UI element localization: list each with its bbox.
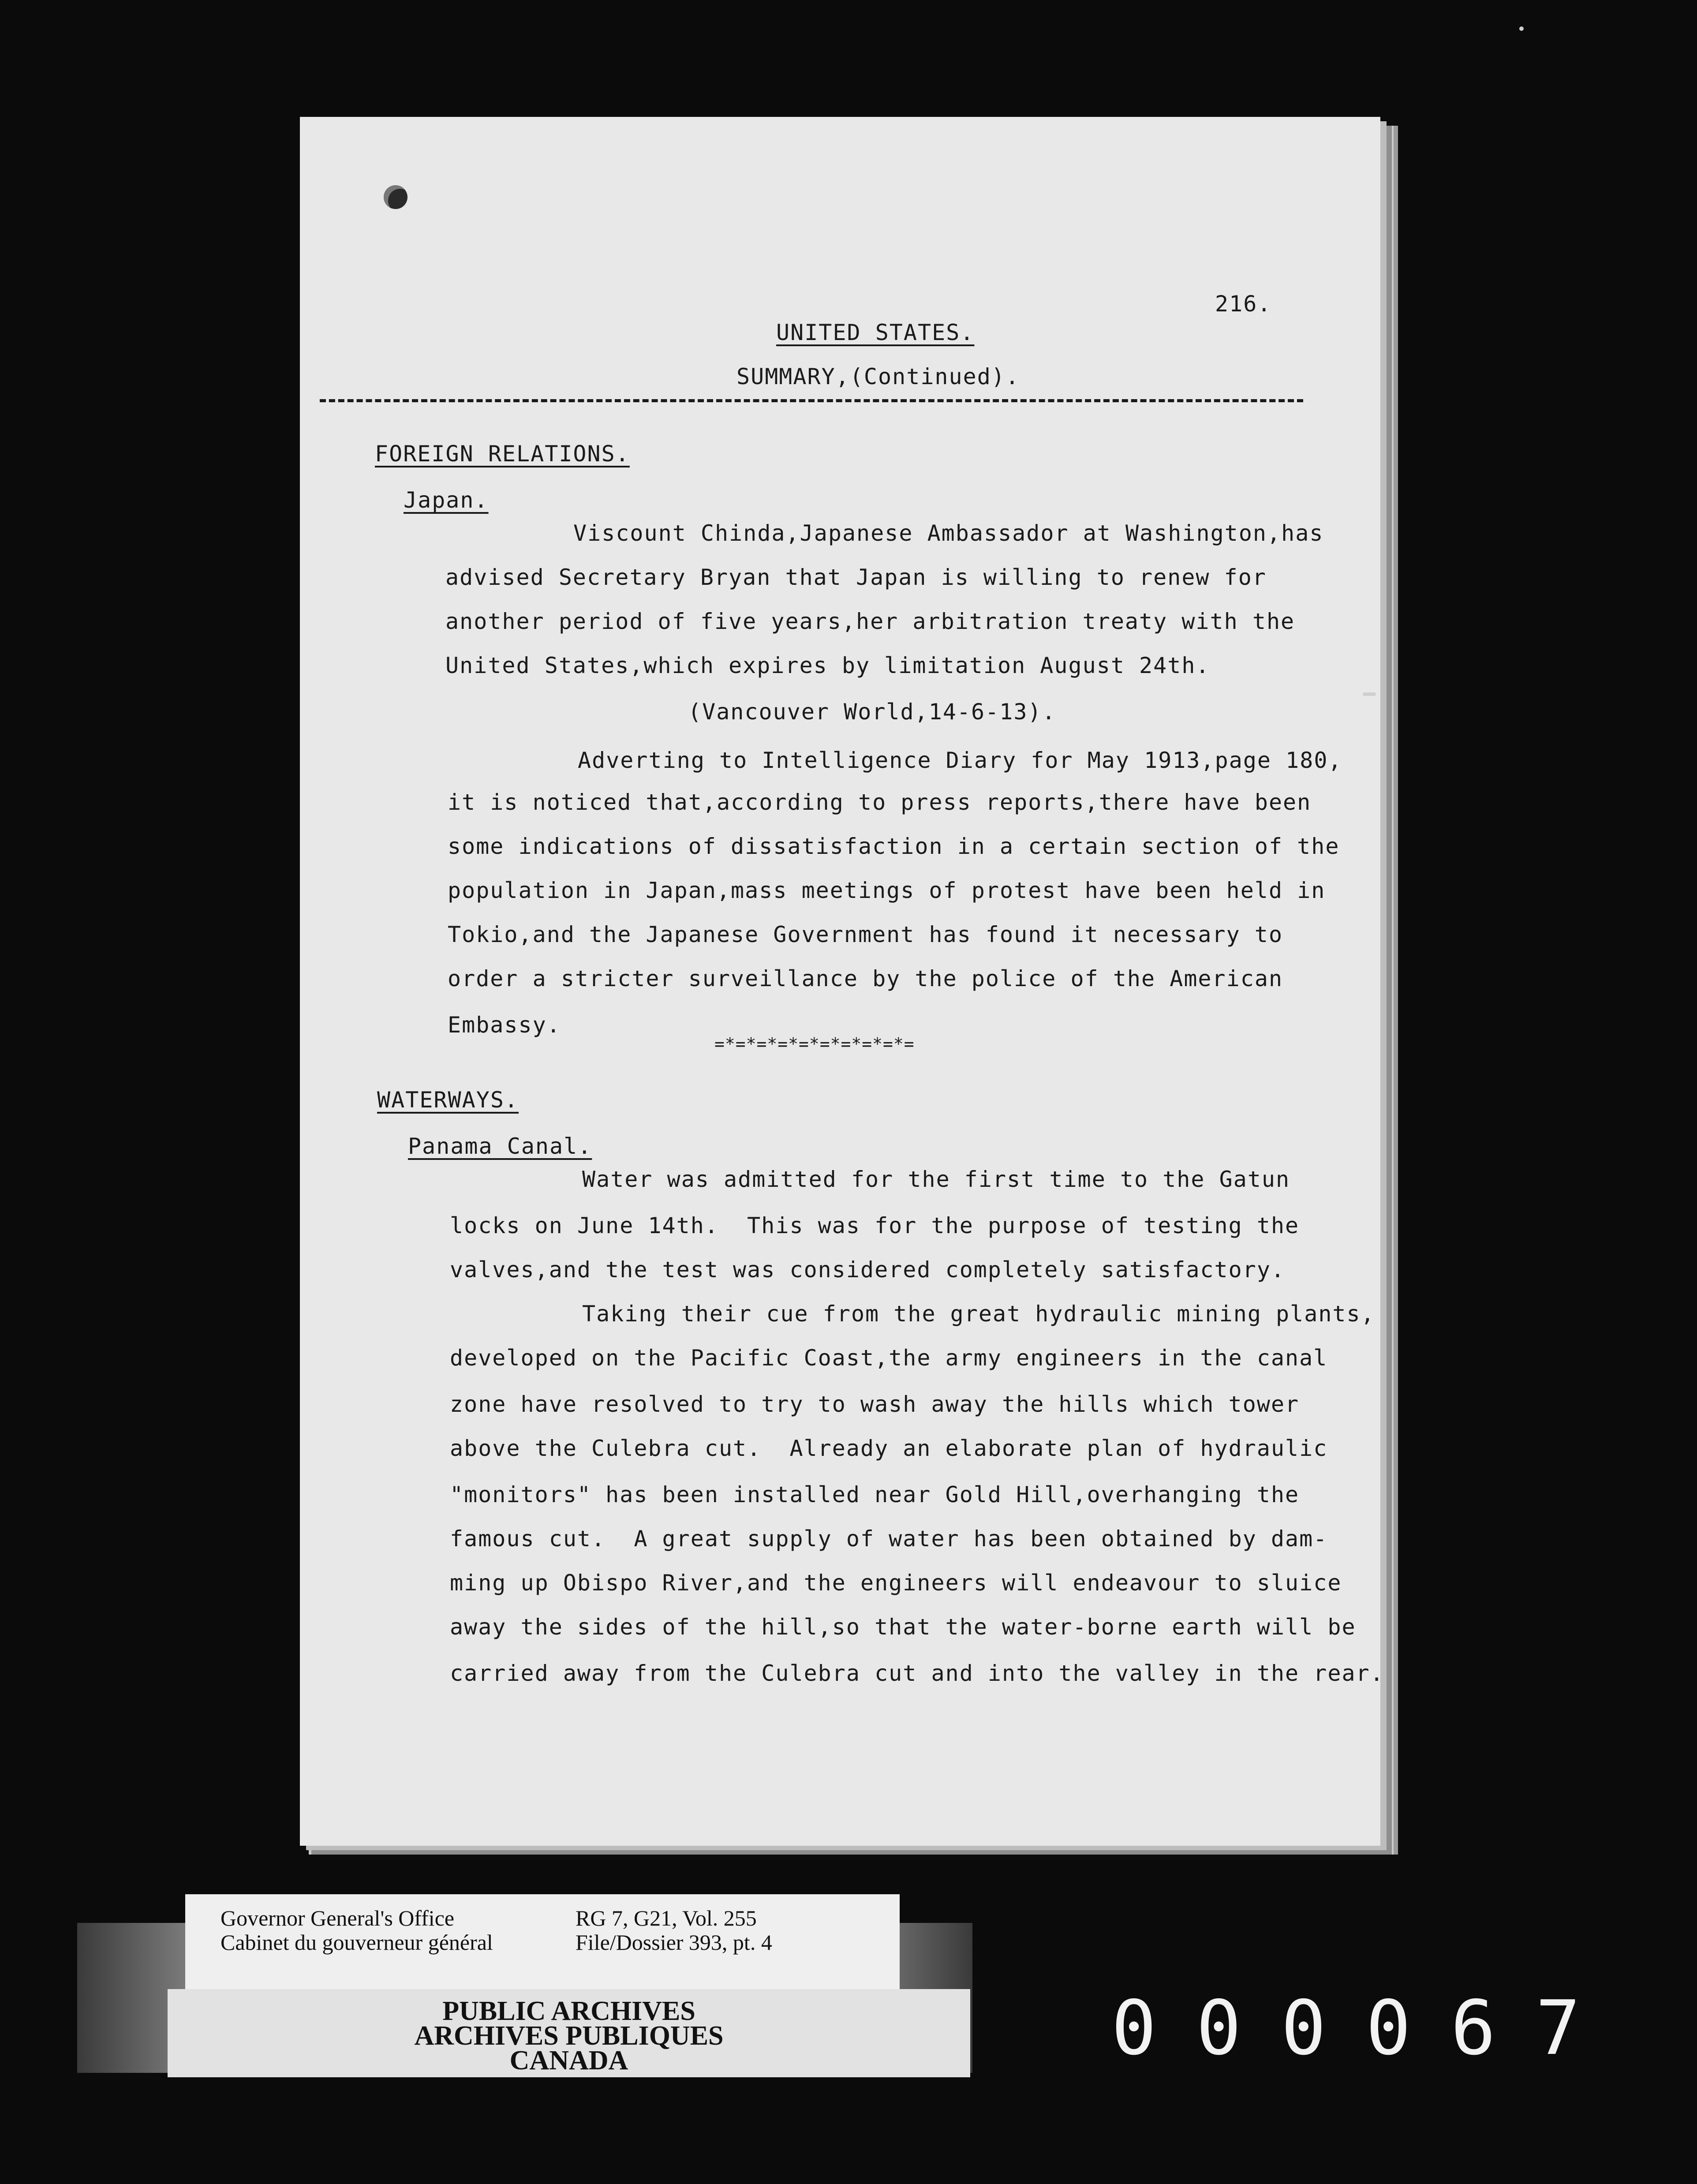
paragraph-line: Embassy. bbox=[448, 1012, 561, 1038]
punch-hole bbox=[384, 185, 407, 209]
paragraph-line: it is noticed that,according to press reports,there have been bbox=[448, 789, 1312, 815]
paragraph-line: carried away from the Culebra cut and into the valley in the rear. bbox=[450, 1660, 1384, 1686]
section-heading-waterways: WATERWAYS. bbox=[377, 1087, 519, 1113]
public-archives-stamp bbox=[168, 1989, 970, 2077]
paragraph-line: order a stricter surveillance by the police of the American bbox=[448, 966, 1283, 991]
file-reference: File/Dossier 393, pt. 4 bbox=[576, 1930, 772, 1955]
paragraph-line: locks on June 14th. This was for the purpose of testing the bbox=[450, 1213, 1300, 1238]
paragraph-line: advised Secretary Bryan that Japan is willing to renew for bbox=[445, 565, 1267, 590]
subheading-panama-canal: Panama Canal. bbox=[408, 1133, 592, 1159]
paragraph-line: Taking their cue from the great hydraulic mining plants, bbox=[582, 1301, 1375, 1327]
office-name-fr: Cabinet du gouverneur général bbox=[221, 1930, 493, 1955]
paragraph-line: Viscount Chinda,Japanese Ambassador at Washington,has bbox=[573, 520, 1324, 546]
paragraph-line: population in Japan,mass meetings of protest have been held in bbox=[448, 878, 1326, 903]
paragraph-line: above the Culebra cut. Already an elaborate plan of hydraulic bbox=[450, 1436, 1328, 1461]
source-citation: (Vancouver World,14-6-13). bbox=[688, 699, 1056, 725]
record-group: RG 7, G21, Vol. 255 bbox=[576, 1906, 757, 1930]
paragraph-line: developed on the Pacific Coast,the army engineers in the canal bbox=[450, 1345, 1328, 1371]
section-separator: =*=*=*=*=*=*=*=*=*= bbox=[714, 1034, 915, 1054]
dashed-divider bbox=[320, 399, 1303, 402]
paragraph-line: valves,and the test was considered completely satisfactory. bbox=[450, 1257, 1286, 1283]
paragraph-line: "monitors" has been installed near Gold Hill,overhanging the bbox=[450, 1482, 1300, 1507]
paragraph-line: Water was admitted for the first time to the Gatun bbox=[582, 1167, 1290, 1192]
paragraph-line: famous cut. A great supply of water has been obtained by dam- bbox=[450, 1526, 1328, 1552]
paragraph-line: Tokio,and the Japanese Government has found it necessary to bbox=[448, 922, 1283, 947]
archive-line-1: PUBLIC ARCHIVES bbox=[442, 1996, 695, 2026]
archive-line-3: CANADA bbox=[509, 2046, 628, 2076]
dust-speck bbox=[1363, 692, 1376, 696]
page-number: 216. bbox=[1215, 291, 1272, 317]
summary-title: SUMMARY,(Continued). bbox=[736, 364, 1020, 389]
archive-reference-label bbox=[185, 1894, 900, 1989]
office-name-en: Governor General's Office bbox=[221, 1906, 455, 1930]
paragraph-line: Adverting to Intelligence Diary for May 1913,page 180, bbox=[578, 748, 1342, 773]
paragraph-line: another period of five years,her arbitration treaty with the bbox=[445, 609, 1295, 634]
paragraph-line: United States,which expires by limitation August 24th. bbox=[445, 653, 1210, 678]
archive-line-2: ARCHIVES PUBLIQUES bbox=[414, 2021, 724, 2051]
paragraph-line: ming up Obispo River,and the engineers will endeavour to sluice bbox=[450, 1570, 1342, 1596]
frame-number: 000067 bbox=[1111, 1985, 1621, 2072]
paragraph-line: zone have resolved to try to wash away the hills which tower bbox=[450, 1391, 1300, 1417]
dust-speck bbox=[1519, 26, 1524, 31]
paragraph-line: some indications of dissatisfaction in a certain section of the bbox=[448, 834, 1340, 859]
document-title: UNITED STATES. bbox=[776, 320, 975, 345]
subheading-japan: Japan. bbox=[404, 487, 489, 513]
section-heading-foreign-relations: FOREIGN RELATIONS. bbox=[375, 441, 630, 467]
paragraph-line: away the sides of the hill,so that the water-borne earth will be bbox=[450, 1614, 1356, 1640]
